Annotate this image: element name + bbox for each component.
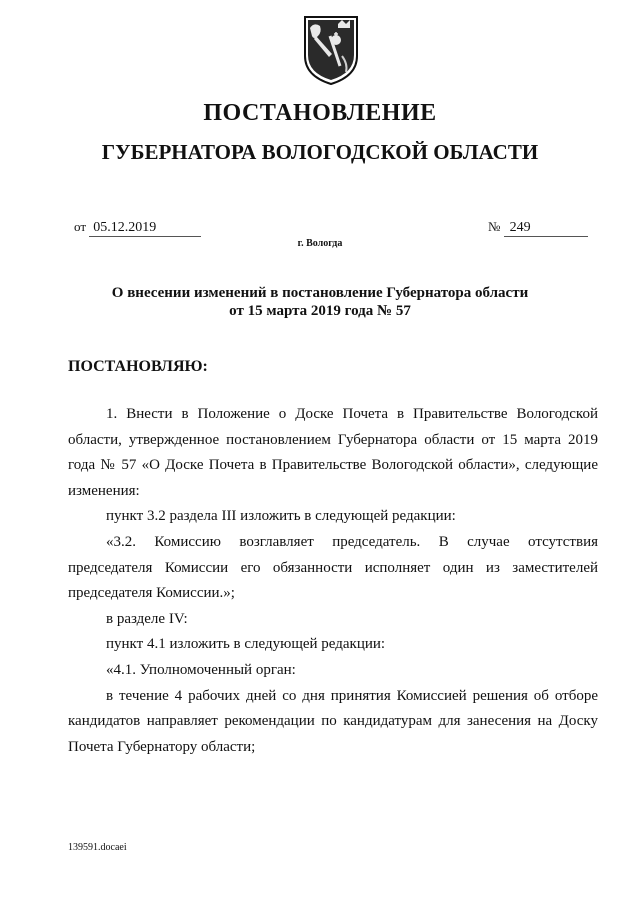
date-prefix: от bbox=[74, 219, 87, 234]
document-file-id: 139591.docaei bbox=[68, 842, 127, 853]
body-paragraph: пункт 3.2 раздела III изложить в следующей редакции: bbox=[106, 508, 456, 525]
document-title: ПОСТАНОВЛЕНИЕ bbox=[203, 100, 437, 126]
body-paragraph: в разделе IV: bbox=[106, 610, 188, 627]
document-number: 249 bbox=[504, 220, 588, 237]
subject-line-2: от 15 марта 2019 года № 57 bbox=[229, 303, 411, 319]
subject-line-1: О внесении изменений в постановление Губернатора области bbox=[111, 285, 529, 301]
document-body bbox=[68, 402, 598, 760]
city-label: г. Вологда bbox=[297, 238, 343, 249]
body-paragraph: пункт 4.1 изложить в следующей редакции: bbox=[106, 636, 386, 653]
number-line bbox=[488, 219, 588, 237]
document-issuer: ГУБЕРНАТОРА ВОЛОГОДСКОЙ ОБЛАСТИ bbox=[101, 140, 539, 164]
document-date: 05.12.2019 bbox=[89, 220, 201, 237]
document-subject bbox=[90, 284, 550, 320]
coat-of-arms-icon bbox=[302, 14, 360, 86]
number-prefix: № bbox=[488, 219, 501, 234]
body-paragraph: «3.2. Комиссию возглавляет председатель. В случае отсутствия председателя Комиссии его обязанности исполняет один из заместителей председателя Комиссии.»; bbox=[68, 533, 598, 602]
date-line bbox=[74, 219, 201, 237]
resolution-heading: ПОСТАНОВЛЯЮ: bbox=[68, 358, 208, 375]
body-paragraph: в течение 4 рабочих дней со дня принятия Комиссией решения об отборе кандидатов направляет рекомендации по кандидатурам для занесения на Доску Почета Губернатору области; bbox=[68, 687, 598, 755]
body-paragraph: «4.1. Уполномоченный орган: bbox=[106, 661, 296, 678]
body-paragraph: 1. Внести в Положение о Доске Почета в Правительстве Вологодской области, утвержденное постановлением Губернатора области от 15 марта 2019 года № 57 «О Доске Почета в Правительстве Вологодской области», следующие изменения: bbox=[68, 406, 598, 499]
